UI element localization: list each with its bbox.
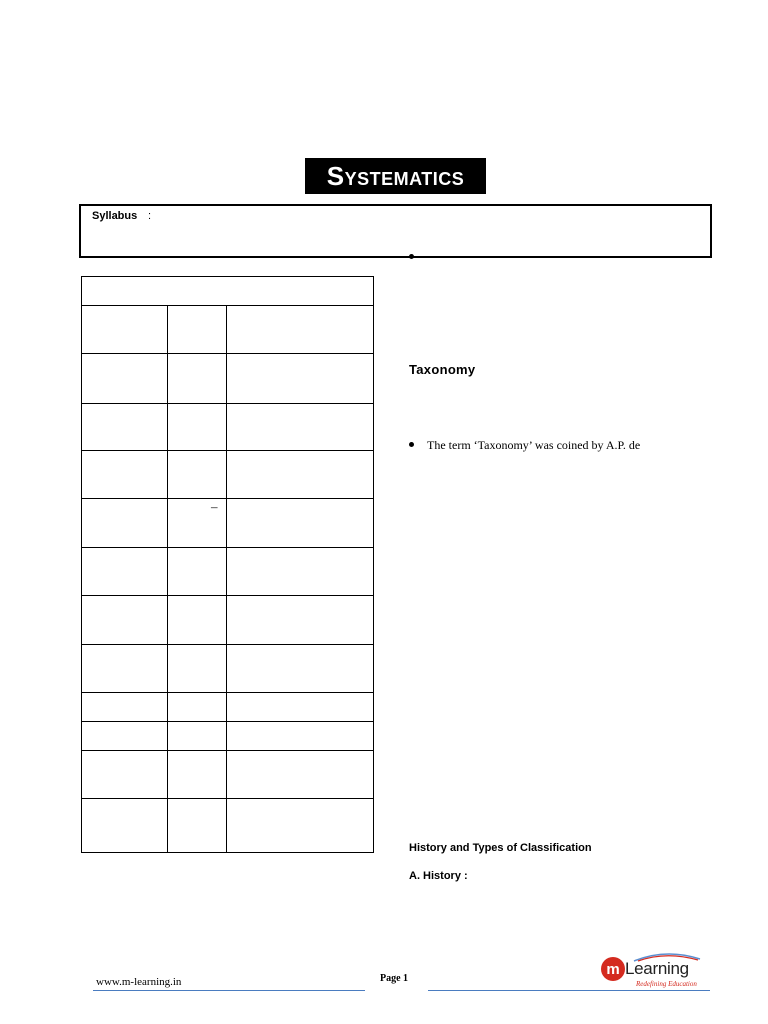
table-cell [167,799,226,853]
classification-table [81,276,374,853]
table-cell [167,499,226,548]
table-grid [81,276,374,853]
table-cell [226,499,374,548]
table-cell [167,722,226,751]
table-cell [82,645,168,693]
logo-m-icon: m [601,957,625,981]
table-cell [167,751,226,799]
table-cell [167,354,226,404]
table-row [82,645,374,693]
table-cell [226,548,374,596]
table-row [82,751,374,799]
table-cell [82,596,168,645]
table-cell [167,451,226,499]
syllabus-box [79,204,712,258]
table-cell [167,548,226,596]
taxonomy-heading: Taxonomy [409,362,476,377]
table-cell [226,451,374,499]
table-cell [226,404,374,451]
table-cell [226,596,374,645]
table-cell [226,354,374,404]
table-row [82,548,374,596]
table-cell [167,404,226,451]
table-cell [82,354,168,404]
syllabus-colon: : [148,210,152,222]
taxonomy-bullet [409,438,640,453]
table-cell [226,693,374,722]
table-header-cell [82,277,374,306]
table-row [82,404,374,451]
bullet-dot [409,254,414,259]
table-cell [82,722,168,751]
table-row [82,693,374,722]
table-header-row [82,277,374,306]
table-cell [82,451,168,499]
taxonomy-bullet-text: The term ‘Taxonomy’ was coined by A.P. de [427,438,641,452]
history-subheading: A. History : [409,870,468,882]
table-row [82,451,374,499]
table-cell-dash: – [211,499,218,514]
footer-divider-left [93,990,365,991]
table-cell [82,306,168,354]
logo-wordmark: Learning [625,959,689,978]
table-cell [226,722,374,751]
table-row [82,722,374,751]
table-cell [82,799,168,853]
table-cell [167,596,226,645]
table-cell [167,645,226,693]
table-cell [82,751,168,799]
table-cell [167,693,226,722]
table-cell [226,306,374,354]
footer-divider-right [428,990,710,991]
footer-page-number: Page 1 [380,973,409,984]
table-cell [82,404,168,451]
table-row [82,306,374,354]
bullet-icon [409,442,414,447]
table-row [82,596,374,645]
page-title: Systematics [305,158,486,194]
logo-tagline: Redefining Education [636,980,697,988]
footer-url: www.m-learning.in [96,976,182,988]
syllabus-label: Syllabus [92,210,138,222]
table-cell [226,751,374,799]
table-row [82,799,374,853]
table-row [82,499,374,548]
table-cell [226,799,374,853]
table-row [82,354,374,404]
table-cell [226,645,374,693]
table-cell [82,693,168,722]
table-cell [82,548,168,596]
table-cell [167,306,226,354]
history-heading: History and Types of Classification [409,842,592,854]
m-learning-logo [598,950,708,990]
table-cell [82,499,168,548]
